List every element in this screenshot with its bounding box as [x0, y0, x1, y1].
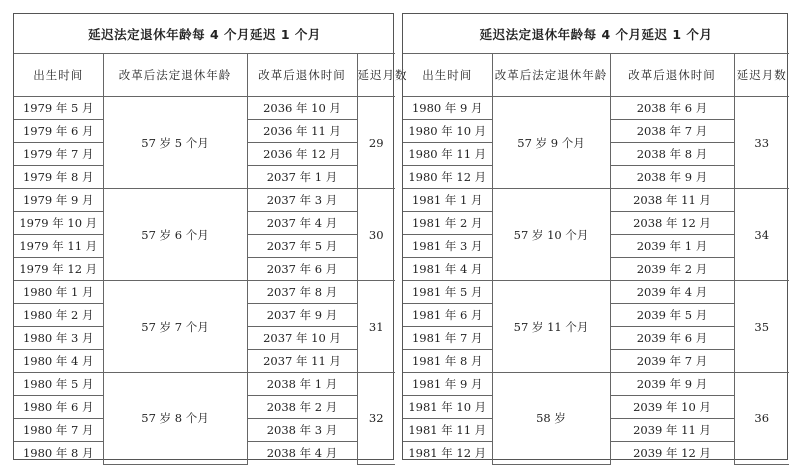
- birth-time-cell: 1979 年 9 月: [14, 189, 103, 212]
- retirement-time-cell: 2038 年 8 月: [610, 143, 734, 166]
- table-row: [403, 97, 789, 120]
- birth-time-cell: 1981 年 6 月: [403, 304, 492, 327]
- retirement-age-cell: 58 岁: [492, 373, 610, 465]
- birth-time-cell: 1980 年 3 月: [14, 327, 103, 350]
- delay-months-cell: 31: [357, 281, 395, 373]
- header-retirement-age: 改革后法定退休年龄: [492, 54, 610, 97]
- retirement-time-cell: 2038 年 4 月: [247, 442, 357, 465]
- birth-time-cell: 1981 年 7 月: [403, 327, 492, 350]
- birth-time-cell: 1980 年 2 月: [14, 304, 103, 327]
- table-title: 延迟法定退休年龄每 4 个月延迟 1 个月: [14, 14, 395, 54]
- birth-time-cell: 1979 年 7 月: [14, 143, 103, 166]
- birth-time-cell: 1980 年 7 月: [14, 419, 103, 442]
- birth-time-cell: 1980 年 4 月: [14, 350, 103, 373]
- table-panel-left: [13, 13, 408, 460]
- header-retirement-time: 改革后退休时间: [247, 54, 357, 97]
- retirement-time-cell: 2037 年 4 月: [247, 212, 357, 235]
- table-row: [14, 189, 395, 212]
- birth-time-cell: 1979 年 12 月: [14, 258, 103, 281]
- birth-time-cell: 1981 年 4 月: [403, 258, 492, 281]
- retirement-time-cell: 2039 年 2 月: [610, 258, 734, 281]
- retirement-table-right: [403, 14, 789, 465]
- birth-time-cell: 1980 年 12 月: [403, 166, 492, 189]
- birth-time-cell: 1980 年 6 月: [14, 396, 103, 419]
- delay-months-cell: 33: [734, 97, 789, 189]
- retirement-time-cell: 2039 年 7 月: [610, 350, 734, 373]
- retirement-time-cell: 2037 年 1 月: [247, 166, 357, 189]
- table-row: [14, 373, 395, 396]
- retirement-age-cell: 57 岁 11 个月: [492, 281, 610, 373]
- header-retirement-age: 改革后法定退休年龄: [103, 54, 247, 97]
- retirement-time-cell: 2039 年 6 月: [610, 327, 734, 350]
- retirement-time-cell: 2038 年 7 月: [610, 120, 734, 143]
- header-delay-months: 延迟月数: [734, 54, 789, 97]
- delay-months-cell: 30: [357, 189, 395, 281]
- retirement-age-cell: 57 岁 10 个月: [492, 189, 610, 281]
- header-birth-time: 出生时间: [14, 54, 103, 97]
- retirement-time-cell: 2039 年 10 月: [610, 396, 734, 419]
- retirement-time-cell: 2038 年 2 月: [247, 396, 357, 419]
- retirement-age-cell: 57 岁 9 个月: [492, 97, 610, 189]
- retirement-time-cell: 2037 年 6 月: [247, 258, 357, 281]
- header-birth-time: 出生时间: [403, 54, 492, 97]
- birth-time-cell: 1981 年 5 月: [403, 281, 492, 304]
- retirement-time-cell: 2037 年 9 月: [247, 304, 357, 327]
- retirement-time-cell: 2038 年 11 月: [610, 189, 734, 212]
- header-delay-months: 延迟月数: [357, 54, 395, 97]
- retirement-time-cell: 2039 年 11 月: [610, 419, 734, 442]
- table-row: [14, 281, 395, 304]
- table-row: [14, 97, 395, 120]
- birth-time-cell: 1979 年 6 月: [14, 120, 103, 143]
- retirement-time-cell: 2037 年 5 月: [247, 235, 357, 258]
- retirement-time-cell: 2037 年 3 月: [247, 189, 357, 212]
- retirement-time-cell: 2037 年 8 月: [247, 281, 357, 304]
- retirement-age-cell: 57 岁 7 个月: [103, 281, 247, 373]
- retirement-table-left: [14, 14, 408, 465]
- delay-months-cell: 35: [734, 281, 789, 373]
- retirement-age-cell: 57 岁 8 个月: [103, 373, 247, 465]
- delay-months-cell: 34: [734, 189, 789, 281]
- retirement-time-cell: 2039 年 12 月: [610, 442, 734, 465]
- retirement-time-cell: 2038 年 1 月: [247, 373, 357, 396]
- birth-time-cell: 1980 年 5 月: [14, 373, 103, 396]
- retirement-time-cell: 2039 年 1 月: [610, 235, 734, 258]
- table-row: [403, 281, 789, 304]
- retirement-time-cell: 2037 年 11 月: [247, 350, 357, 373]
- table-title: 延迟法定退休年龄每 4 个月延迟 1 个月: [403, 14, 789, 54]
- birth-time-cell: 1980 年 10 月: [403, 120, 492, 143]
- birth-time-cell: 1981 年 10 月: [403, 396, 492, 419]
- retirement-time-cell: 2038 年 12 月: [610, 212, 734, 235]
- birth-time-cell: 1981 年 3 月: [403, 235, 492, 258]
- birth-time-cell: 1980 年 8 月: [14, 442, 103, 465]
- retirement-time-cell: 2036 年 12 月: [247, 143, 357, 166]
- birth-time-cell: 1979 年 11 月: [14, 235, 103, 258]
- retirement-time-cell: 2039 年 9 月: [610, 373, 734, 396]
- retirement-time-cell: 2037 年 10 月: [247, 327, 357, 350]
- birth-time-cell: 1981 年 11 月: [403, 419, 492, 442]
- retirement-time-cell: 2036 年 11 月: [247, 120, 357, 143]
- retirement-time-cell: 2036 年 10 月: [247, 97, 357, 120]
- table-row: [403, 373, 789, 396]
- header-retirement-time: 改革后退休时间: [610, 54, 734, 97]
- retirement-time-cell: 2038 年 3 月: [247, 419, 357, 442]
- retirement-time-cell: 2038 年 6 月: [610, 97, 734, 120]
- retirement-time-cell: 2039 年 4 月: [610, 281, 734, 304]
- table-row: [403, 189, 789, 212]
- retirement-age-cell: 57 岁 5 个月: [103, 97, 247, 189]
- retirement-time-cell: 2038 年 9 月: [610, 166, 734, 189]
- birth-time-cell: 1980 年 1 月: [14, 281, 103, 304]
- birth-time-cell: 1981 年 12 月: [403, 442, 492, 465]
- delay-months-cell: 36: [734, 373, 789, 465]
- retirement-time-cell: 2039 年 5 月: [610, 304, 734, 327]
- birth-time-cell: 1981 年 1 月: [403, 189, 492, 212]
- birth-time-cell: 1981 年 9 月: [403, 373, 492, 396]
- retirement-age-cell: 57 岁 6 个月: [103, 189, 247, 281]
- birth-time-cell: 1979 年 8 月: [14, 166, 103, 189]
- delay-months-cell: 32: [357, 373, 395, 465]
- birth-time-cell: 1981 年 2 月: [403, 212, 492, 235]
- table-panel-right: [402, 13, 788, 460]
- birth-time-cell: 1981 年 8 月: [403, 350, 492, 373]
- delay-months-cell: 29: [357, 97, 395, 189]
- birth-time-cell: 1980 年 9 月: [403, 97, 492, 120]
- birth-time-cell: 1979 年 10 月: [14, 212, 103, 235]
- birth-time-cell: 1979 年 5 月: [14, 97, 103, 120]
- birth-time-cell: 1980 年 11 月: [403, 143, 492, 166]
